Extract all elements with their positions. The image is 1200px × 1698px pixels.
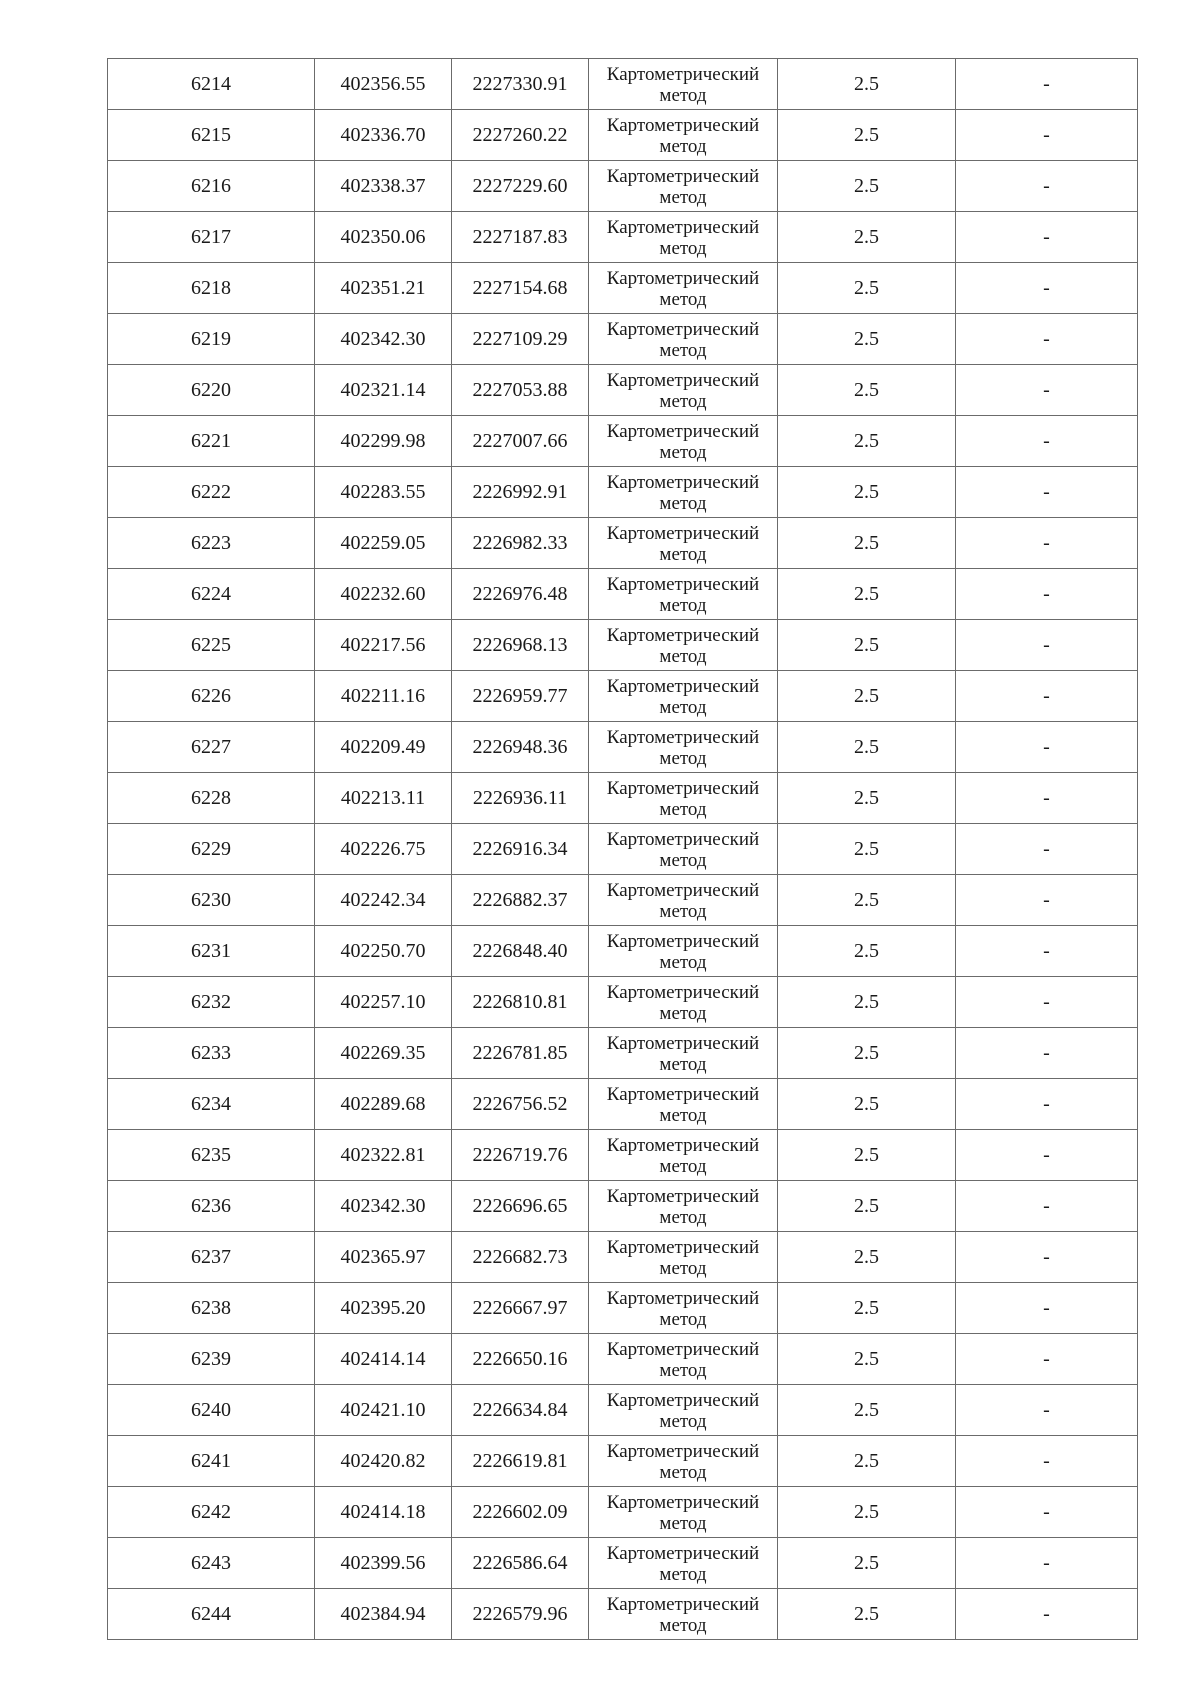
x-coordinate-cell: 402336.70: [315, 110, 452, 161]
table-row: [108, 926, 1138, 977]
y-coordinate-cell: 2226976.48: [452, 569, 589, 620]
accuracy-cell: 2.5: [778, 1334, 956, 1385]
method-cell: Картометрический метод: [589, 824, 778, 875]
x-coordinate-cell: 402322.81: [315, 1130, 452, 1181]
accuracy-cell: 2.5: [778, 1181, 956, 1232]
note-cell: -: [956, 1028, 1138, 1079]
x-coordinate-cell: 402384.94: [315, 1589, 452, 1640]
y-coordinate-cell: 2226682.73: [452, 1232, 589, 1283]
method-cell: Картометрический метод: [589, 620, 778, 671]
note-cell: -: [956, 1283, 1138, 1334]
accuracy-cell: 2.5: [778, 110, 956, 161]
accuracy-cell: 2.5: [778, 926, 956, 977]
method-cell: Картометрический метод: [589, 1079, 778, 1130]
table-row: [108, 110, 1138, 161]
accuracy-cell: 2.5: [778, 1079, 956, 1130]
point-number-cell: 6244: [108, 1589, 315, 1640]
accuracy-cell: 2.5: [778, 467, 956, 518]
x-coordinate-cell: 402356.55: [315, 59, 452, 110]
note-cell: -: [956, 620, 1138, 671]
accuracy-cell: 2.5: [778, 671, 956, 722]
note-cell: -: [956, 161, 1138, 212]
table-row: [108, 1589, 1138, 1640]
x-coordinate-cell: 402399.56: [315, 1538, 452, 1589]
note-cell: -: [956, 977, 1138, 1028]
method-cell: Картометрический метод: [589, 263, 778, 314]
note-cell: -: [956, 773, 1138, 824]
table-row: [108, 773, 1138, 824]
x-coordinate-cell: 402250.70: [315, 926, 452, 977]
note-cell: -: [956, 1589, 1138, 1640]
note-cell: -: [956, 1232, 1138, 1283]
x-coordinate-cell: 402209.49: [315, 722, 452, 773]
accuracy-cell: 2.5: [778, 1232, 956, 1283]
method-cell: Картометрический метод: [589, 671, 778, 722]
note-cell: -: [956, 1385, 1138, 1436]
accuracy-cell: 2.5: [778, 722, 956, 773]
y-coordinate-cell: 2227229.60: [452, 161, 589, 212]
point-number-cell: 6222: [108, 467, 315, 518]
table-row: [108, 314, 1138, 365]
y-coordinate-cell: 2226602.09: [452, 1487, 589, 1538]
accuracy-cell: 2.5: [778, 59, 956, 110]
note-cell: -: [956, 1436, 1138, 1487]
table-row: [108, 977, 1138, 1028]
note-cell: -: [956, 365, 1138, 416]
note-cell: -: [956, 824, 1138, 875]
note-cell: -: [956, 59, 1138, 110]
method-cell: Картометрический метод: [589, 569, 778, 620]
method-cell: Картометрический метод: [589, 926, 778, 977]
accuracy-cell: 2.5: [778, 1283, 956, 1334]
accuracy-cell: 2.5: [778, 314, 956, 365]
x-coordinate-cell: 402338.37: [315, 161, 452, 212]
note-cell: -: [956, 671, 1138, 722]
accuracy-cell: 2.5: [778, 569, 956, 620]
table-row: [108, 59, 1138, 110]
y-coordinate-cell: 2226968.13: [452, 620, 589, 671]
accuracy-cell: 2.5: [778, 1589, 956, 1640]
point-number-cell: 6218: [108, 263, 315, 314]
point-number-cell: 6240: [108, 1385, 315, 1436]
note-cell: -: [956, 314, 1138, 365]
accuracy-cell: 2.5: [778, 518, 956, 569]
x-coordinate-cell: 402414.14: [315, 1334, 452, 1385]
x-coordinate-cell: 402350.06: [315, 212, 452, 263]
x-coordinate-cell: 402217.56: [315, 620, 452, 671]
y-coordinate-cell: 2226936.11: [452, 773, 589, 824]
x-coordinate-cell: 402342.30: [315, 1181, 452, 1232]
point-number-cell: 6239: [108, 1334, 315, 1385]
point-number-cell: 6215: [108, 110, 315, 161]
accuracy-cell: 2.5: [778, 824, 956, 875]
y-coordinate-cell: 2227330.91: [452, 59, 589, 110]
point-number-cell: 6236: [108, 1181, 315, 1232]
point-number-cell: 6233: [108, 1028, 315, 1079]
x-coordinate-cell: 402365.97: [315, 1232, 452, 1283]
note-cell: -: [956, 1079, 1138, 1130]
method-cell: Картометрический метод: [589, 110, 778, 161]
table-row: [108, 161, 1138, 212]
table-row: [108, 569, 1138, 620]
point-number-cell: 6225: [108, 620, 315, 671]
y-coordinate-cell: 2226959.77: [452, 671, 589, 722]
coordinates-table-body: [108, 59, 1138, 1640]
table-row: [108, 365, 1138, 416]
y-coordinate-cell: 2226882.37: [452, 875, 589, 926]
accuracy-cell: 2.5: [778, 263, 956, 314]
table-row: [108, 1028, 1138, 1079]
point-number-cell: 6227: [108, 722, 315, 773]
accuracy-cell: 2.5: [778, 1130, 956, 1181]
method-cell: Картометрический метод: [589, 875, 778, 926]
y-coordinate-cell: 2227053.88: [452, 365, 589, 416]
table-row: [108, 263, 1138, 314]
y-coordinate-cell: 2227260.22: [452, 110, 589, 161]
method-cell: Картометрический метод: [589, 1487, 778, 1538]
accuracy-cell: 2.5: [778, 1436, 956, 1487]
accuracy-cell: 2.5: [778, 773, 956, 824]
x-coordinate-cell: 402351.21: [315, 263, 452, 314]
method-cell: Картометрический метод: [589, 212, 778, 263]
y-coordinate-cell: 2226756.52: [452, 1079, 589, 1130]
y-coordinate-cell: 2226916.34: [452, 824, 589, 875]
x-coordinate-cell: 402213.11: [315, 773, 452, 824]
x-coordinate-cell: 402421.10: [315, 1385, 452, 1436]
y-coordinate-cell: 2226848.40: [452, 926, 589, 977]
note-cell: -: [956, 926, 1138, 977]
point-number-cell: 6220: [108, 365, 315, 416]
method-cell: Картометрический метод: [589, 1130, 778, 1181]
method-cell: Картометрический метод: [589, 518, 778, 569]
point-number-cell: 6214: [108, 59, 315, 110]
y-coordinate-cell: 2226719.76: [452, 1130, 589, 1181]
point-number-cell: 6241: [108, 1436, 315, 1487]
point-number-cell: 6242: [108, 1487, 315, 1538]
accuracy-cell: 2.5: [778, 977, 956, 1028]
table-row: [108, 1283, 1138, 1334]
accuracy-cell: 2.5: [778, 416, 956, 467]
point-number-cell: 6223: [108, 518, 315, 569]
point-number-cell: 6224: [108, 569, 315, 620]
note-cell: -: [956, 722, 1138, 773]
x-coordinate-cell: 402299.98: [315, 416, 452, 467]
x-coordinate-cell: 402232.60: [315, 569, 452, 620]
method-cell: Картометрический метод: [589, 1283, 778, 1334]
table-row: [108, 1538, 1138, 1589]
x-coordinate-cell: 402342.30: [315, 314, 452, 365]
note-cell: -: [956, 1487, 1138, 1538]
accuracy-cell: 2.5: [778, 365, 956, 416]
accuracy-cell: 2.5: [778, 1487, 956, 1538]
y-coordinate-cell: 2227109.29: [452, 314, 589, 365]
method-cell: Картометрический метод: [589, 1334, 778, 1385]
note-cell: -: [956, 1334, 1138, 1385]
method-cell: Картометрический метод: [589, 314, 778, 365]
table-row: [108, 1232, 1138, 1283]
point-number-cell: 6226: [108, 671, 315, 722]
accuracy-cell: 2.5: [778, 875, 956, 926]
method-cell: Картометрический метод: [589, 1589, 778, 1640]
table-row: [108, 1385, 1138, 1436]
table-row: [108, 1487, 1138, 1538]
table-row: [108, 1079, 1138, 1130]
y-coordinate-cell: 2226667.97: [452, 1283, 589, 1334]
x-coordinate-cell: 402211.16: [315, 671, 452, 722]
x-coordinate-cell: 402395.20: [315, 1283, 452, 1334]
table-row: [108, 722, 1138, 773]
y-coordinate-cell: 2226948.36: [452, 722, 589, 773]
table-row: [108, 671, 1138, 722]
y-coordinate-cell: 2227187.83: [452, 212, 589, 263]
table-row: [108, 1181, 1138, 1232]
point-number-cell: 6229: [108, 824, 315, 875]
y-coordinate-cell: 2227007.66: [452, 416, 589, 467]
point-number-cell: 6238: [108, 1283, 315, 1334]
note-cell: -: [956, 416, 1138, 467]
table-row: [108, 212, 1138, 263]
table-row: [108, 467, 1138, 518]
x-coordinate-cell: 402321.14: [315, 365, 452, 416]
method-cell: Картометрический метод: [589, 1028, 778, 1079]
method-cell: Картометрический метод: [589, 977, 778, 1028]
table-row: [108, 1334, 1138, 1385]
point-number-cell: 6231: [108, 926, 315, 977]
point-number-cell: 6243: [108, 1538, 315, 1589]
method-cell: Картометрический метод: [589, 467, 778, 518]
note-cell: -: [956, 467, 1138, 518]
x-coordinate-cell: 402269.35: [315, 1028, 452, 1079]
coordinates-table: [107, 58, 1138, 1640]
note-cell: -: [956, 518, 1138, 569]
point-number-cell: 6228: [108, 773, 315, 824]
method-cell: Картометрический метод: [589, 161, 778, 212]
method-cell: Картометрический метод: [589, 1436, 778, 1487]
y-coordinate-cell: 2226634.84: [452, 1385, 589, 1436]
table-row: [108, 620, 1138, 671]
table-row: [108, 518, 1138, 569]
accuracy-cell: 2.5: [778, 1385, 956, 1436]
table-row: [108, 875, 1138, 926]
method-cell: Картометрический метод: [589, 722, 778, 773]
note-cell: -: [956, 212, 1138, 263]
note-cell: -: [956, 110, 1138, 161]
y-coordinate-cell: 2226992.91: [452, 467, 589, 518]
y-coordinate-cell: 2226696.65: [452, 1181, 589, 1232]
table-row: [108, 1130, 1138, 1181]
y-coordinate-cell: 2226650.16: [452, 1334, 589, 1385]
note-cell: -: [956, 569, 1138, 620]
y-coordinate-cell: 2226579.96: [452, 1589, 589, 1640]
method-cell: Картометрический метод: [589, 1232, 778, 1283]
method-cell: Картометрический метод: [589, 365, 778, 416]
accuracy-cell: 2.5: [778, 161, 956, 212]
y-coordinate-cell: 2226982.33: [452, 518, 589, 569]
point-number-cell: 6235: [108, 1130, 315, 1181]
point-number-cell: 6230: [108, 875, 315, 926]
note-cell: -: [956, 1130, 1138, 1181]
method-cell: Картометрический метод: [589, 1385, 778, 1436]
x-coordinate-cell: 402289.68: [315, 1079, 452, 1130]
x-coordinate-cell: 402226.75: [315, 824, 452, 875]
x-coordinate-cell: 402283.55: [315, 467, 452, 518]
note-cell: -: [956, 875, 1138, 926]
point-number-cell: 6232: [108, 977, 315, 1028]
point-number-cell: 6221: [108, 416, 315, 467]
y-coordinate-cell: 2226810.81: [452, 977, 589, 1028]
method-cell: Картометрический метод: [589, 416, 778, 467]
method-cell: Картометрический метод: [589, 59, 778, 110]
accuracy-cell: 2.5: [778, 1538, 956, 1589]
point-number-cell: 6237: [108, 1232, 315, 1283]
method-cell: Картометрический метод: [589, 1538, 778, 1589]
y-coordinate-cell: 2226586.64: [452, 1538, 589, 1589]
x-coordinate-cell: 402420.82: [315, 1436, 452, 1487]
y-coordinate-cell: 2226619.81: [452, 1436, 589, 1487]
note-cell: -: [956, 1538, 1138, 1589]
x-coordinate-cell: 402259.05: [315, 518, 452, 569]
table-row: [108, 416, 1138, 467]
accuracy-cell: 2.5: [778, 1028, 956, 1079]
y-coordinate-cell: 2227154.68: [452, 263, 589, 314]
point-number-cell: 6217: [108, 212, 315, 263]
x-coordinate-cell: 402414.18: [315, 1487, 452, 1538]
x-coordinate-cell: 402257.10: [315, 977, 452, 1028]
method-cell: Картометрический метод: [589, 773, 778, 824]
point-number-cell: 6234: [108, 1079, 315, 1130]
point-number-cell: 6216: [108, 161, 315, 212]
point-number-cell: 6219: [108, 314, 315, 365]
accuracy-cell: 2.5: [778, 212, 956, 263]
note-cell: -: [956, 1181, 1138, 1232]
y-coordinate-cell: 2226781.85: [452, 1028, 589, 1079]
accuracy-cell: 2.5: [778, 620, 956, 671]
table-row: [108, 1436, 1138, 1487]
table-row: [108, 824, 1138, 875]
x-coordinate-cell: 402242.34: [315, 875, 452, 926]
method-cell: Картометрический метод: [589, 1181, 778, 1232]
note-cell: -: [956, 263, 1138, 314]
